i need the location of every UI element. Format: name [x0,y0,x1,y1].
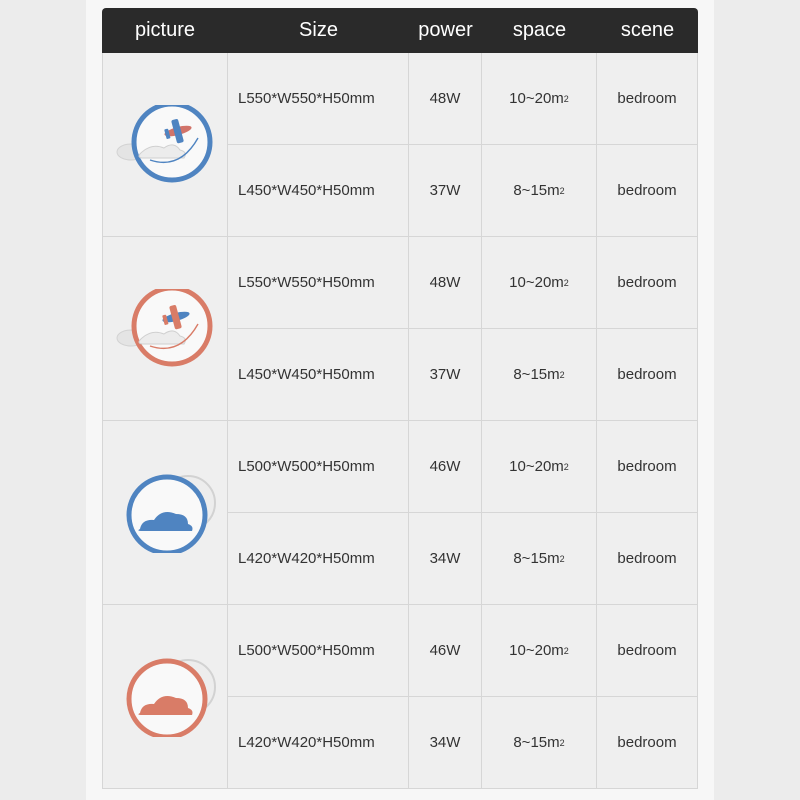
spec-table [102,8,698,789]
product-picture-cell [103,53,228,236]
table-row [228,53,698,145]
space-cell [482,145,597,236]
size-cell: L420*W420*H50mm [228,697,409,788]
space-value: 8~15m [513,366,560,383]
variant-rows [228,605,698,788]
header-size: Size [299,19,338,41]
space-unit-exponent: 2 [559,369,565,380]
space-cell [482,237,597,328]
scene-cell: bedroom [597,145,698,236]
table-row [228,421,698,513]
scene-cell: bedroom [597,329,698,420]
space-unit-exponent: 2 [563,277,569,288]
space-unit-exponent: 2 [563,93,569,104]
header-picture: picture [134,19,196,41]
size-cell: L500*W500*H50mm [228,605,409,696]
power-cell: 34W [409,697,482,788]
power-cell: 46W [409,605,482,696]
variant-rows [228,237,698,420]
space-unit-exponent: 2 [559,737,565,748]
airplane-lamp-icon [110,289,220,369]
space-value: 8~15m [513,182,560,199]
table-row [228,237,698,329]
table-row [228,513,698,604]
table-row [228,329,698,420]
product-group [103,53,698,237]
space-cell [482,421,597,512]
space-cell [482,53,597,144]
variant-rows [228,421,698,604]
size-cell: L500*W500*H50mm [228,421,409,512]
product-group [103,421,698,605]
space-unit-exponent: 2 [559,553,565,564]
scene-cell: bedroom [597,237,698,328]
size-cell: L450*W450*H50mm [228,145,409,236]
cloud-lamp-icon [110,657,220,737]
space-cell [482,329,597,420]
table-row [228,605,698,697]
space-value: 10~20m [509,458,564,475]
space-value: 8~15m [513,734,560,751]
product-picture-cell [103,421,228,604]
header-power: power [418,19,473,41]
table-row [228,697,698,788]
power-cell: 37W [409,145,482,236]
scene-cell: bedroom [597,513,698,604]
cloud-lamp-icon [110,473,220,553]
space-value: 10~20m [509,274,564,291]
product-group [103,605,698,789]
size-cell: L550*W550*H50mm [228,53,409,144]
scene-cell: bedroom [597,421,698,512]
power-cell: 34W [409,513,482,604]
space-cell [482,697,597,788]
space-value: 8~15m [513,550,560,567]
header-space: space [512,19,567,41]
table-header [102,8,698,53]
scene-cell: bedroom [597,53,698,144]
scene-cell: bedroom [597,605,698,696]
space-cell [482,605,597,696]
space-cell [482,513,597,604]
space-unit-exponent: 2 [563,645,569,656]
product-picture-cell [103,237,228,420]
variant-rows [228,53,698,236]
power-cell: 37W [409,329,482,420]
airplane-lamp-icon [110,105,220,185]
table-row [228,145,698,236]
size-cell: L450*W450*H50mm [228,329,409,420]
space-unit-exponent: 2 [559,185,565,196]
size-cell: L420*W420*H50mm [228,513,409,604]
product-group [103,237,698,421]
product-picture-cell [103,605,228,788]
scene-cell: bedroom [597,697,698,788]
power-cell: 48W [409,237,482,328]
space-value: 10~20m [509,642,564,659]
space-value: 10~20m [509,90,564,107]
power-cell: 46W [409,421,482,512]
header-scene: scene [620,19,675,41]
space-unit-exponent: 2 [563,461,569,472]
power-cell: 48W [409,53,482,144]
size-cell: L550*W550*H50mm [228,237,409,328]
table-body [102,53,698,789]
